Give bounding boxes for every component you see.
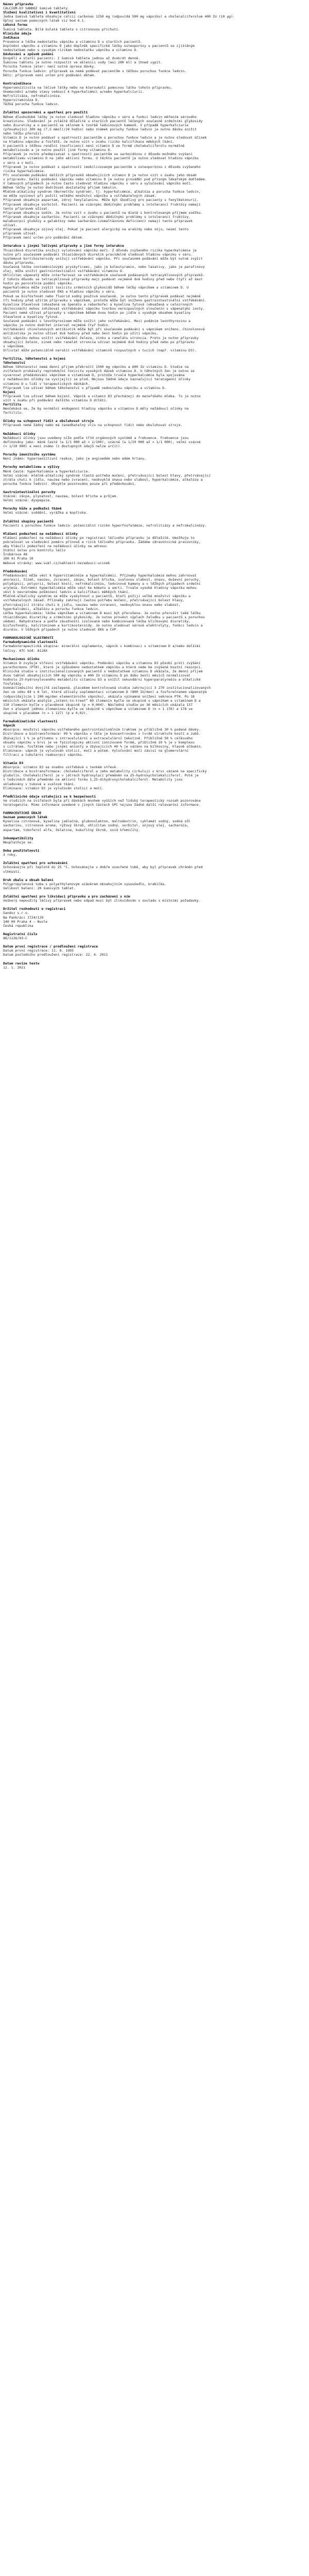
text-line: s vápníkem. bbox=[3, 344, 26, 348]
section-heading: Kojení bbox=[3, 389, 15, 394]
section-heading: FARMAKOLOGICKÉ VLASTNOSTI bbox=[3, 636, 54, 640]
section-heading: Předávkování bbox=[3, 569, 27, 573]
text-line: Přípravek obsahuje sodík. Je nutno vzít v úvahu u pacientů na dietě s kontrolovaným příjmem sodíku. bbox=[3, 210, 203, 215]
text-line: Velmi vzácné: svědění, vyrážka a kopřivka. bbox=[3, 511, 88, 515]
text-line: Distribuce a biotransformace: cholekalciferol a jeho metabolity cirkulují v krvi vázané na specifický bbox=[3, 769, 207, 774]
text-line: polydipsii, polyurii, bolest kostí, nefrokalcinózu, ledvinové kameny a v těžkých případech srdeční bbox=[3, 582, 201, 586]
text-line: Pacient nemá užívat přípravky s vápníkem během dvou hodin po jídle s vysokým obsahem kyseliny bbox=[3, 310, 191, 315]
text-line: Přípravek lze užívat během kojení. Vápník a vitamin D3 přecházejí do mateřského mléka. To je nutno bbox=[3, 394, 201, 398]
text-line: přípravek užívat. bbox=[3, 231, 38, 236]
text-line: žen s alespoň jednou zlomeninou kyčle ve skupině s vápníkem a vitaminem D (n = 1 176) a 178 ve bbox=[3, 706, 193, 711]
text-line: Kyselina citronová, kyselina jablečná, glukonolakton, maltodextrin, cyklamát sodný, sodná sůl bbox=[3, 819, 191, 824]
section-heading: Dávkování a způsob podání bbox=[3, 52, 54, 57]
text-line: přetrvávající ztrátu chuti k jídlu, nauzeu nebo zvracení, neobvyklou únavu nebo slabost, bbox=[3, 602, 181, 607]
text-line: měsících ukázala analýza „intent-to-treat“ 80 zlomenin kyčle ve skupině s vápníkem a vitaminem D a bbox=[3, 698, 201, 703]
text-line: Porucha funkce ledvin: přípravek se nemá podávat pacientům s těžkou poruchou funkce ledvin. bbox=[3, 69, 187, 73]
text-line: Šumivá tableta. Bílá kulatá tableta s citronovou příchutí. bbox=[3, 27, 120, 31]
text-line bbox=[3, 928, 306, 932]
text-line: Datum posledního prodloužení registrace: 22. 6. 2011 bbox=[3, 953, 108, 957]
text-line: antibiotika je nutno užívat dvě hodiny před nebo šest hodin po užití vápníku. bbox=[3, 331, 159, 336]
text-line: s nežádoucími účinky na vyvíjející se plod. Nejsou žádné údaje naznačující teratogenní účinky bbox=[3, 377, 191, 382]
text-line: Šrobárova 48 bbox=[3, 552, 27, 557]
text-line bbox=[3, 106, 306, 110]
text-line: tři hodiny před užitím přípravku s vápníkem, protože může být sníženo gastrointestinální vstřebávání. bbox=[3, 298, 207, 302]
text-line bbox=[3, 352, 306, 357]
text-line: definovány jako: méně časté (≥ 1/1 000 až < 1/100), vzácné (≥ 1/10 000 až < 1/1 000), velmi vzácné bbox=[3, 439, 201, 444]
section-heading: Název přípravku bbox=[3, 2, 33, 6]
text-line: Nežádoucí účinky jsou uvedeny níže podle tříd orgánových systémů a frekvence. Frekvence jsou bbox=[3, 435, 189, 440]
text-line: teratogenita. Mimo informace uvedené v jiných částech SPC nejsou žádné další relevantní informace. bbox=[3, 803, 201, 807]
section-heading: Gastrointestinální poruchy bbox=[3, 489, 56, 494]
text-line: Z tohoto důvodu se tetracyklinové přípravky mají podávat nejméně dvě hodiny před nebo čtyři až šest bbox=[3, 277, 203, 282]
section-heading: Léková forma bbox=[3, 23, 27, 27]
text-line: aspartam, tokoferol alfa, želatina, kukuřičný škrob, oxid křemičitý. bbox=[3, 827, 141, 832]
text-line: Neočekává se, že by normální endogenní hladiny vápníku a vitaminu D měly nežádoucí účinky na bbox=[3, 406, 189, 411]
text-line: Prevence a léčba nedostatku vápníku a vitaminu D u starších pacientů. bbox=[3, 39, 143, 44]
text-line: nedostatkem nebo s vysokým rizikem nedostatku vápníku a vitaminu D. bbox=[3, 48, 139, 53]
text-line bbox=[3, 890, 306, 894]
text-line: tento přípravek užívat. bbox=[3, 206, 50, 211]
text-line: Vitamin D zvyšuje střevní vstřebávání vápníku. Podávání vápníku a vitaminu D3 působí proti zvýšení bbox=[3, 660, 201, 665]
text-line: V takových případech je nutno často sledovat hladinu vápníku v séru a vylučování vápníku močí. bbox=[3, 181, 193, 186]
section-heading: Datum první registrace / prodloužení registrace bbox=[3, 944, 98, 949]
text-line: s citrátem, fosfátem nebo jinými anionty a zbývajících 40 % je vázáno na bílkoviny, hlavně albumin. bbox=[3, 744, 203, 749]
text-line: 86/1126/93-C bbox=[3, 936, 27, 940]
text-line: diurézu. V těžkých případech je nutno sledovat EKG a CVP. bbox=[3, 628, 118, 632]
section-heading: Seznam pomocných látek bbox=[3, 815, 48, 820]
text-line: Veškerý nepoužitý léčivý přípravek nebo odpad musí být zlikvidován v souladu s místními požadavky. bbox=[3, 899, 201, 903]
text-line bbox=[3, 832, 306, 836]
text-line: anorexii, žízeň, nauzeu, zvracení, zácpu, bolest břicha, svalovou slabost, únavu, duševní poruchy, bbox=[3, 577, 201, 582]
section-heading: Klinické údaje bbox=[3, 31, 31, 36]
section-heading: Složení kvalitativní i kvantitativní bbox=[3, 10, 76, 15]
text-line: pacientů je nutno sledovat EKG a hladinu vápníku v séru. bbox=[3, 290, 116, 294]
section-heading: Doba použitelnosti bbox=[3, 849, 40, 853]
text-line: parathormonu (PTH), které je způsobeno nedostatkem vápníku a které vede ke zvýšené kostní resorpci. bbox=[3, 665, 203, 669]
section-heading: Farmakodynamické vlastnosti bbox=[3, 640, 58, 645]
text-line: vzít v úvahu při podávání dalšího vitaminu D dítěti. bbox=[3, 398, 108, 402]
text-line: (< 1/10 000) a není známo (z dostupných údajů nelze určit). bbox=[3, 444, 122, 448]
text-line: Hypervitaminóza D. bbox=[3, 98, 40, 103]
section-heading: FARMACEUTICKÉ ÚDAJE bbox=[3, 811, 42, 816]
section-heading: Těhotenství bbox=[3, 361, 26, 365]
text-line: Sandoz s.r.o. bbox=[3, 911, 29, 916]
text-line bbox=[3, 874, 306, 878]
text-line: Uchovávejte při teplotě do 25 °C. Uchovávejte v dobře uzavřené tubě, aby byl přípravek chráněn před bbox=[3, 865, 203, 870]
text-line: Současné podávání s levothyroxinem může snížit jeho vstřebávání. Mezi podáním levothyroxinu a bbox=[3, 319, 191, 324]
text-line: kreatininu. Sledování je zvláště důležité u starších pacientů léčených současně srdečními glykosidy bbox=[3, 118, 203, 123]
text-line: thiazidovými diuretiky a srdečními glykosidy. Je nutno provést výplach žaludku u pacientů s poruchou bbox=[3, 615, 205, 619]
text-line: obsahu vápníku v krvi je ve fyziologicky aktivní ionizované formě, přibližně 10 % je v komplexu bbox=[3, 740, 195, 744]
text-line: hodnotu 25-hydroxylovaného metabolitu vitaminu D3 a snížil sekundární hyperparatyreózu a alkalické bbox=[3, 677, 201, 682]
section-heading: Předklinické údaje vztahující se k bezpečnosti bbox=[3, 794, 96, 799]
text-line: Děti: přípravek není určen pro podávání dětem. bbox=[3, 73, 96, 77]
section-heading: Účinky na schopnost řídit a obsluhovat stroje bbox=[3, 419, 94, 423]
text-line: Jedna šumivá tableta obsahuje calcii carbonas 1250 mg (odpovídá 500 mg vápníku) a cholecalciferolum 400 IU (10 µg). bbox=[3, 14, 235, 19]
text-line: léčivy. ATC kód: A12AX bbox=[3, 648, 48, 653]
text-line bbox=[3, 565, 306, 569]
text-line: Během léčby je nutno dodržovat dostatečný příjem tekutin. bbox=[3, 185, 118, 190]
text-line: Datum první registrace: 11. 8. 1993 bbox=[3, 948, 74, 953]
text-line: Webové stránky: www.sukl.cz/nahlasit-nezadouci-ucinek bbox=[3, 561, 110, 565]
text-line: Kyselina šťavelová (obsažená ve špenátu a rebarboře) a kyselina fytová (obsažená v celozrnných bbox=[3, 302, 193, 307]
text-line: filtraci a tubulární reabsorpci vápníku. bbox=[3, 752, 84, 757]
text-line: Mléčně-alkalický syndrom (Burnettův syndrom), tj. hyperkalcémie, alkalóza a porucha funkce ledvin, bbox=[3, 190, 201, 194]
text-line: 12. 1. 2021 bbox=[3, 965, 26, 970]
text-line: Česká republika bbox=[3, 923, 33, 928]
text-line bbox=[3, 77, 306, 81]
text-line: Úplný seznam pomocných látek viz bod 6.1. bbox=[3, 19, 86, 23]
text-line: skladovány v tukové a svalové tkáni. bbox=[3, 782, 76, 786]
text-line: Uhličitan vápenatý může interferovat se vstřebáváním současně podávaných tetracyklinových přípravků. bbox=[3, 273, 205, 278]
text-line: bisfosfonáty, kalcitoninem a kortikosteroidy. Je nutno sledovat sérové elektrolyty, funkci ledvin a bbox=[3, 623, 203, 628]
section-heading: Poruchy metabolismu a výživy bbox=[3, 465, 60, 469]
section-heading: Zvláštní opatření pro uchovávání bbox=[3, 861, 68, 866]
text-line: pokračovat ve sledování poměru přínosů a rizik léčivého přípravku. Žádáme zdravotnické pracovníky, bbox=[3, 540, 201, 545]
text-line: fertilitu. bbox=[3, 411, 24, 415]
text-line: dvou tablet obsahujících 500 mg vápníku a 400 IU vitaminu D po dobu šesti měsíců normalizoval bbox=[3, 673, 191, 678]
text-line: nutno při současném podávání thiazidových diuretik pravidelně sledovat hladinu vápníku v séru. bbox=[3, 252, 193, 257]
text-line: (odpovídajícím 1 200 mg/den elementárního vápníku), ukázala významné snížení sekrece PTH. Po 18 bbox=[3, 694, 195, 699]
text-line: arytmie. Extrémní hyperkalcémie může vést ke kómatu a smrti. Trvale vysoké hladiny vápníku mohou bbox=[3, 586, 197, 590]
text-line: zvířatech prokázaly reprodukční toxicitu vysokých dávek vitaminu D. U těhotných žen je nutno se bbox=[3, 369, 195, 374]
text-line: Přípravek lze užívat během těhotenství v případě nedostatku vápníku a vitaminu D. bbox=[3, 385, 166, 390]
text-line: Státní ústav pro kontrolu léčiv bbox=[3, 548, 66, 553]
text-line: 110 zlomenin kyčle v placebové skupině (p = 0,004). Následná studie po 36 měsících ukázala 137 bbox=[3, 702, 193, 707]
text-line: Eliminace: vápník je vylučován stolicí, močí a potem. Vylučování močí závisí na glomerulární bbox=[3, 748, 189, 753]
text-line: sacharinu, citronové aroma, rýžový škrob, uhličitan sodný, sorbitol, sójový olej, sacharóza, bbox=[3, 823, 189, 828]
text-line: nebo léčbu přerušit. bbox=[3, 131, 44, 135]
text-line: Šumivou tabletu je nutno rozpustit ve sklenici vody (asi 200 ml) a ihned vypít. bbox=[3, 60, 163, 65]
text-line: olej, může snížit gastrointestinální vstřebávání vitaminu D. bbox=[3, 269, 124, 273]
text-line bbox=[3, 448, 306, 452]
text-line: Přípravek nemá žádný nebo má zanedbatelný vliv na schopnost řídit nebo obsluhovat stroje. bbox=[3, 423, 183, 428]
text-line: Polypropylenová tuba s polyethylenovým uzávěrem obsahujícím vysoušedlo, krabička. bbox=[3, 882, 166, 886]
text-line: Dospělí a starší pacienti: 1 šumivá tableta jednou až dvakrát denně. bbox=[3, 56, 141, 61]
text-line: Vstřebávání chinolonových antibiotik může být při současném podávání s vápníkem sníženo. Chinolonová bbox=[3, 327, 205, 332]
section-heading: Držitel rozhodnutí o registraci bbox=[3, 907, 66, 911]
text-line: Přípravek obsahuje sójový olej. Pokud je pacient alergický na arašídy nebo sóju, nesmí tento bbox=[3, 227, 189, 232]
text-line bbox=[3, 790, 306, 794]
text-line: (přesahující 300 mg (7,5 mmol)/24 hodin) nebo známek poruchy funkce ledvin je nutno dávku snížit bbox=[3, 127, 197, 131]
text-line: na hladinu vápníku a fosfátů. Je nutno vzít v úvahu riziko kalcifikace měkkých tkání. bbox=[3, 140, 175, 144]
section-heading: Zvláštní upozornění a opatření pro použití bbox=[3, 110, 88, 115]
text-line: rizika hyperkalcémie. bbox=[3, 168, 46, 173]
text-line: užívat. bbox=[3, 223, 18, 227]
text-line: Přípravek není určen pro podávání dětem. bbox=[3, 235, 84, 240]
text-line: Léčba hyperkalcémie: léčba vápníkem a vitaminem D musí být přerušena. Je nutno přerušit také léčbu bbox=[3, 611, 201, 615]
section-heading: Datum revize textu bbox=[3, 961, 40, 965]
text-line: skupině s placebem (n = 1 127) (p ≤ 0,02). bbox=[3, 710, 88, 715]
text-line: Přípravek obsahuje sorbitol. Pacienti se vzácnými dědičnými problémy s intolerancí fruktózy nemají bbox=[3, 202, 201, 207]
text-line: Pacienti s poruchou funkce ledvin: potenciální riziko hyperfosfatémie, nefrolitiázy a nefrokalcinózy. bbox=[3, 523, 207, 528]
text-line: Ve studiích na zvířatech byla při dávkách mnohem vyšších než lidský terapeutický rozsah pozorována bbox=[3, 798, 201, 803]
text-line bbox=[3, 461, 306, 465]
text-line: aby hlásili podezření na nežádoucí účinky na adresu: bbox=[3, 544, 108, 549]
text-line: obilovinách) mohou inhibovat vstřebávání vápníku tvorbou nerozpustných sloučenin s vápenatými ionty. bbox=[3, 306, 205, 311]
text-line: Doplnění vápníku a vitaminu D jako doplněk specifické léčby osteoporózy u pacientů se zjištěným bbox=[3, 43, 195, 48]
text-line: Během těhotenství nemá denní příjem překročit 1500 mg vápníku a 600 IU vitaminu D. Studie na bbox=[3, 365, 189, 369]
text-line: vlhkostí. bbox=[3, 869, 22, 874]
text-line: globulin. Cholekalciferol je v játrech hydroxylací přeměněn na 25-hydroxycholekalciferol. Poté je bbox=[3, 773, 199, 778]
text-line bbox=[3, 528, 306, 532]
section-heading: Fertilita, těhotenství a kojení bbox=[3, 356, 66, 361]
text-line bbox=[3, 957, 306, 961]
text-line: Soli vápníku mohou snížit vstřebávání železa, zinku a ranelátu stroncia. Proto je nutno přípravky bbox=[3, 335, 199, 340]
section-heading: Interakce s jinými léčivými přípravky a jiné formy interakce bbox=[3, 244, 124, 248]
text-line: v séru a v moči. bbox=[3, 160, 36, 165]
section-heading: Poruchy imunitního systému bbox=[3, 452, 56, 457]
section-heading: Nežádoucí účinky bbox=[3, 431, 36, 436]
text-line: hodin po perorálním podání vápníku. bbox=[3, 281, 74, 286]
text-line: Přípravek obsahuje aspartam, zdroj fenylalaninu. Může být škodlivý pro pacienty s fenylketonurií. bbox=[3, 198, 199, 202]
section-heading: Zvláštní opatření pro likvidaci přípravku a pro zacházení s ním bbox=[3, 894, 130, 899]
text-line: Přípravek je nutno podávat s opatrností imobilizovaným pacientům s osteoporózou z důvodu zvýšeného bbox=[3, 164, 201, 169]
section-heading: Farmakokinetické vlastnosti bbox=[3, 719, 58, 724]
text-line: 100 41 Praha 10 bbox=[3, 556, 33, 561]
text-line: 3 roky. bbox=[3, 853, 18, 857]
text-line bbox=[3, 807, 306, 811]
text-line: Farmakoterapeutická skupina: minerální suplementa, vápník v kombinaci s vitaminem D a/nebo dalšími bbox=[3, 644, 201, 649]
text-line: nebo diuretiky a u pacientů se sklonem k tvorbě ledvinových kamenů. V případě hyperkalciurie bbox=[3, 123, 189, 127]
text-line: Orlistat může potenciálně narušit vstřebávání vitaminů rozpustných v tucích (např. vitaminu D3). bbox=[3, 348, 197, 352]
text-line: Těžká porucha funkce ledvin. bbox=[3, 102, 60, 107]
text-line: vitaminu D u lidí v terapeutických dávkách. bbox=[3, 381, 90, 386]
text-line: Nefrolitiáza, nefrokalcinóza. bbox=[3, 94, 62, 98]
text-line: Na Pankráci 1724/129 bbox=[3, 915, 44, 920]
text-line: fosfatázy. bbox=[3, 682, 24, 686]
text-line bbox=[3, 415, 306, 419]
text-line: Současná léčba iontoměničovými pryskyřicemi, jako je kolestyramin, nebo laxativy, jako je parafinový bbox=[3, 264, 205, 269]
text-line: Hlášení podezření na nežádoucí účinky po registraci léčivého přípravku je důležité. Umožňuje to bbox=[3, 536, 195, 540]
section-heading: Zvláštní skupiny pacientů bbox=[3, 519, 54, 523]
text-line: žen ve věku 84 ± 6 let, které užívaly suplementaci vitaminem D (800 IU/den) a fosforečnanem vápenatým bbox=[3, 690, 207, 694]
text-line: Velmi vzácné: dyspepsie. bbox=[3, 498, 52, 503]
text-line: Není známo: hypersenzitivní reakce, jako je angioedém nebo edém hrtanu. bbox=[3, 456, 146, 461]
section-heading: Kontraindikace bbox=[3, 81, 31, 86]
text-line: vápníku je nutno dodržet interval nejméně čtyř hodin. bbox=[3, 323, 110, 328]
section-heading: Vápník bbox=[3, 723, 15, 728]
text-line: vědomí. Rehydratace a podle závažnosti izolovaná nebo kombinovaná léčba kličkovými diuretiky, bbox=[3, 619, 191, 623]
text-line bbox=[3, 632, 306, 636]
text-line: obsahující železo, zinek nebo ranelát stroncia užívat nejméně dvě hodiny před nebo po přípravku bbox=[3, 340, 195, 344]
text-line: Méně časté: hyperkalcémie a hyperkalciurie. bbox=[3, 469, 90, 473]
text-line: Absorpce: množství vápníku vstřebaného gastrointestinálním traktem je přibližně 30 % podané dávky. bbox=[3, 727, 201, 732]
text-line bbox=[3, 857, 306, 861]
text-line: Thiazidová diuretika snižují vylučování vápníku močí. Z důvodu zvýšeného rizika hyperkalcémie je bbox=[3, 248, 197, 252]
text-line: Vzácné: zácpa, plynatost, nauzea, bolest břicha a průjem. bbox=[3, 494, 118, 499]
text-line: Při současném podávání dalších přípravků obsahujících vitamin D je nutno vzít v úvahu jeho obsah bbox=[3, 173, 197, 177]
text-line: Přípravek je nutno předepisovat s opatrností pacientům se sarkoidózou z důvodu možného zvýšení bbox=[3, 152, 193, 157]
text-line: Eliminace: vitamin D3 je vylučován stolicí a močí. bbox=[3, 786, 104, 790]
text-line bbox=[3, 940, 306, 944]
text-line: metabolismu vitaminu D na jeho aktivní formu. U těchto pacientů je nutno sledovat hladinu vápníku bbox=[3, 156, 199, 161]
text-line: v přípravku. Další podávání vápníku nebo vitaminu D je nutno provádět pod přísným lékařským dohledem. bbox=[3, 177, 207, 181]
text-line: Pokud se bisfosfonát nebo fluorid sodný používá současně, je nutno tento přípravek podávat nejméně bbox=[3, 294, 201, 298]
text-line: se může vyvinout při požití velkého množství vápníku a vstřebatelných zásad. bbox=[3, 194, 157, 198]
text-line: porucha funkce ledvin). Obvykle pozorováno pouze při předávkování. bbox=[3, 481, 136, 486]
text-line: Porucha funkce jater: není nutná úprava dávky. bbox=[3, 64, 96, 69]
section-heading: Inkompatibility bbox=[3, 836, 33, 840]
text-line: malabsorpcí glukózy a galaktózy nebo sacharázo-izomaltázovou deficiencí nemají tento přípravek bbox=[3, 218, 193, 223]
text-line bbox=[3, 486, 306, 490]
text-line: Předávkování může vést k hypervitaminóze a hyperkalcémii. Příznaky hyperkalcémie mohou zahrnovat bbox=[3, 573, 197, 578]
section-heading: Hlášení podezření na nežádoucí účinky bbox=[3, 531, 78, 536]
text-line: Distribuce a biotransformace: 99 % vápníku v těle je koncentrováno v tvrdé struktuře kostí a zubů. bbox=[3, 732, 201, 736]
text-line: ztráta chuti k jídlu, nauzea nebo zvracení, neobvyklá únava nebo slabost, hyperkalcémie, alkalóza a bbox=[3, 477, 203, 482]
text-line: Neuplatňuje se. bbox=[3, 840, 33, 844]
text-line bbox=[3, 715, 306, 719]
leaflet-document bbox=[0, 0, 309, 972]
text-line bbox=[3, 240, 306, 244]
text-line: Mléčně-alkalický syndrom se může vyskytnout u pacientů, kteří požijí velké množství vápníku a bbox=[3, 594, 191, 599]
text-line: Zbývající 1 % je přítomno v intracelulární a extracelulární tekutině. Přibližně 50 % celkového bbox=[3, 736, 193, 740]
text-line bbox=[3, 844, 306, 849]
text-line: vstřebatelných zásad. Příznaky zahrnují častou potřebu močení, přetrvávající bolest hlavy, bbox=[3, 598, 185, 603]
section-heading: Registrační číslo bbox=[3, 931, 38, 936]
text-line: U pacientů s těžkou renální insuficiencí není vitamin D ve formě cholekalciferolu normálně bbox=[3, 144, 185, 148]
text-line bbox=[3, 515, 306, 519]
text-line bbox=[3, 502, 306, 506]
text-line: Přípravek obsahuje sacharózu. Pacienti se vzácnými dědičnými problémy s intolerancí fruktózy, bbox=[3, 214, 191, 219]
text-line: metabolizován a je nutno použít jiné formy vitaminu D. bbox=[3, 148, 112, 152]
section-heading: Fertilita bbox=[3, 402, 22, 406]
text-line: dávku přípravku. bbox=[3, 260, 36, 265]
text-line: hyperkalcémii, alkalózu a poruchu funkce ledvin. bbox=[3, 606, 100, 611]
section-heading: Druh obalu a obsah balení bbox=[3, 877, 54, 882]
text-line: Systémové kortikosteroidy snižují vstřebávání vápníku. Při současném podávání může být nutné zvýšit bbox=[3, 256, 203, 261]
text-line: v ledvinách dále přeměněn na aktivní formu 1,25-dihydroxycholekalciferol. Metabolity jsou bbox=[3, 777, 183, 782]
text-line: vyvarovat předávkování vápníkem a vitaminem D, protože trvalá hyperkalcémie byla spojována bbox=[3, 373, 185, 378]
text-line: šťavelové a kyseliny fytové. bbox=[3, 315, 60, 319]
text-line: CALCIUM-D3 SANDOZ šumivé tablety bbox=[3, 6, 68, 11]
text-line: Hyperkalcémie může zvýšit toxicitu srdečních glykosidů během léčby vápníkem a vitaminem D. U bbox=[3, 285, 189, 290]
text-line: Absorpce: vitamin D3 se snadno vstřebává v tenkém střevě. bbox=[3, 765, 118, 770]
text-line: Velikost balení: 20 šumivých tablet. bbox=[3, 886, 76, 890]
text-line: 140 00 Praha 4 – Nusle bbox=[3, 919, 48, 924]
text-line: Během dlouhodobé léčby je nutno sledovat hladinu vápníku v séru a funkci ledvin měřením sérového bbox=[3, 114, 197, 119]
text-line: Velmi vzácné: mléčně-alkalický syndrom (častá potřeba močení, přetrvávající bolest hlavy, přetrvávající bbox=[3, 473, 211, 478]
text-line: Klinická studie u institucionalizovaných pacientů s nedostatkem vitaminu D ukázala, že denní příjem bbox=[3, 669, 203, 673]
text-line bbox=[3, 757, 306, 761]
section-heading: Indikace bbox=[3, 35, 20, 40]
text-line bbox=[3, 903, 306, 907]
section-heading: Vitamin D3 bbox=[3, 761, 24, 766]
text-line: Vitamin D je nutno podávat s opatrností pacientům s poruchou funkce ledvin a je nutno sledovat účinek bbox=[3, 135, 207, 140]
section-heading: Mechanismus účinku bbox=[3, 656, 40, 661]
text-line: Osmnáctiměsíční dvojitě zaslepená, placebem kontrolovaná studie zahrnující 3 270 institucionalizovaných bbox=[3, 686, 211, 690]
text-line: Hypersenzitivita na léčivé látky nebo na kteroukoli pomocnou látku tohoto přípravku. bbox=[3, 85, 173, 90]
text-line bbox=[3, 428, 306, 432]
text-line bbox=[3, 653, 306, 657]
text-line: Onemocnění a/nebo stavy vedoucí k hyperkalcémii a/nebo hyperkalciurii. bbox=[3, 89, 144, 94]
text-line: vést k nevratnému poškození ledvin a kalcifikaci měkkých tkání. bbox=[3, 590, 130, 595]
section-heading: Poruchy kůže a podkožní tkáně bbox=[3, 506, 62, 511]
